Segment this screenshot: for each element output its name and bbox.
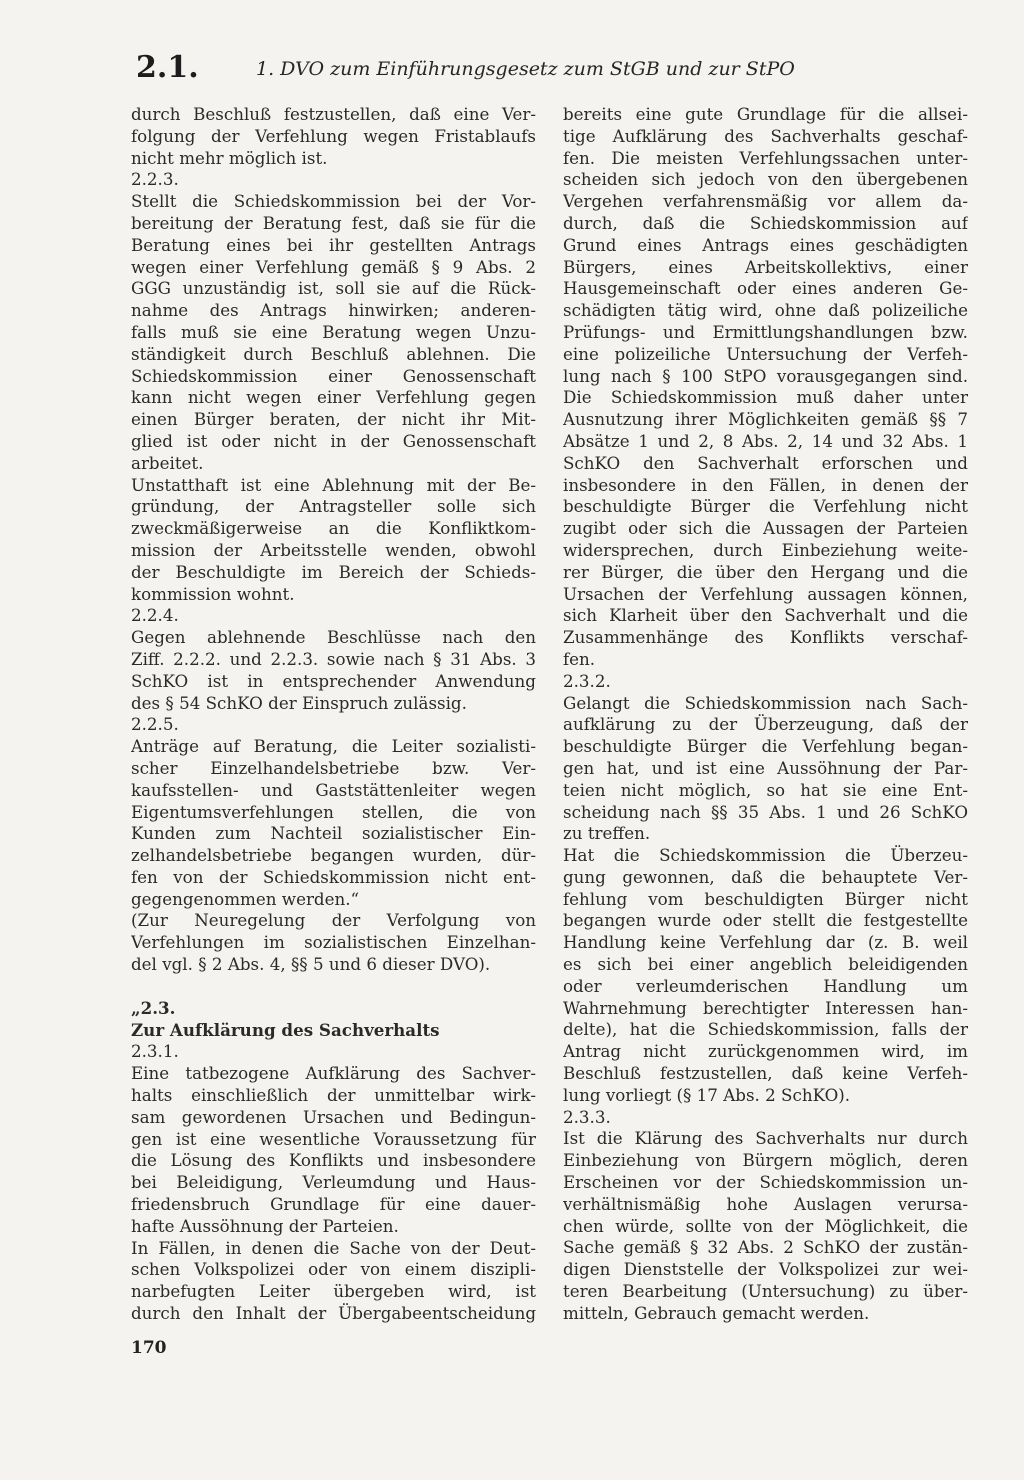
left-column-line: zelhandelsbetriebe begangen wurden, dür- bbox=[131, 845, 536, 866]
right-column-line: Ist die Klärung des Sachverhalts nur durch bbox=[563, 1128, 968, 1149]
right-column-line: Gelangt die Schiedskommission nach Sach- bbox=[563, 692, 968, 713]
left-column-line: nahme des Antrags hinwirken; anderen- bbox=[131, 300, 536, 321]
left-column-line: bei Beleidigung, Verleumdung und Haus- bbox=[131, 1172, 536, 1193]
left-column-line: In Fällen, in denen die Sache von der Deut- bbox=[131, 1237, 536, 1258]
right-column-line: Prüfungs- und Ermittlungshandlungen bzw. bbox=[563, 321, 968, 342]
right-column-line: beschuldigte Bürger die Verfehlung nicht bbox=[563, 496, 968, 517]
left-column-line: Ziff. 2.2.2. und 2.2.3. sowie nach § 31 Abs. 3 bbox=[131, 648, 536, 669]
right-column-line: gung gewonnen, daß die behauptete Ver- bbox=[563, 866, 968, 887]
left-column-line: SchKO ist in entsprechender Anwendung bbox=[131, 670, 536, 691]
right-column-line: scheidung nach §§ 35 Abs. 1 und 26 SchKO bbox=[563, 801, 968, 822]
right-column-line: beschuldigte Bürger die Verfehlung began- bbox=[563, 736, 968, 757]
right-column-line: Hausgemeinschaft oder eines anderen Ge- bbox=[563, 278, 968, 299]
left-column-line: hafte Aussöhnung der Parteien. bbox=[131, 1215, 399, 1236]
left-column-line: Schiedskommission einer Genossenschaft bbox=[131, 365, 536, 386]
right-column-line: fen. Die meisten Verfehlungssachen unter- bbox=[563, 147, 968, 168]
left-column-line: Eine tatbezogene Aufklärung des Sachver- bbox=[131, 1063, 536, 1084]
right-column-line: teren Bearbeitung (Untersuchung) zu über- bbox=[563, 1281, 968, 1302]
right-column-line: Absätze 1 und 2, 8 Abs. 2, 14 und 32 Abs. 1 bbox=[563, 430, 968, 451]
right-column-line: begangen wurde oder stellt die festgestellte bbox=[563, 910, 968, 931]
left-column-blank-line bbox=[131, 976, 536, 998]
page-header bbox=[136, 50, 936, 90]
right-column-line: Beschluß festzustellen, daß keine Verfeh- bbox=[563, 1063, 968, 1084]
left-column-line: kaufsstellen- und Gaststättenleiter wegen bbox=[131, 779, 536, 800]
right-column-line: insbesondere in den Fällen, in denen der bbox=[563, 474, 968, 495]
right-column-line: delte), hat die Schiedskommission, falls der bbox=[563, 1019, 968, 1040]
right-column-line: mitteln, Gebrauch gemacht werden. bbox=[563, 1302, 870, 1323]
left-column-line: 2.2.4. bbox=[131, 605, 179, 626]
left-column-line: bereitung der Beratung fest, daß sie für die bbox=[131, 212, 536, 233]
left-column-line: Stellt die Schiedskommission bei der Vor- bbox=[131, 191, 536, 212]
right-column-line: fen. bbox=[563, 648, 596, 669]
right-column-line: Antrag nicht zurückgenommen wird, im bbox=[563, 1041, 968, 1062]
right-column-line: SchKO den Sachverhalt erforschen und bbox=[563, 452, 968, 473]
left-column-line: 2.2.5. bbox=[131, 714, 179, 735]
left-column-line: 2.2.3. bbox=[131, 169, 179, 190]
right-column-line: chen würde, sollte von der Möglichkeit, die bbox=[563, 1215, 968, 1236]
left-column-line: ständigkeit durch Beschluß ablehnen. Die bbox=[131, 343, 536, 364]
left-column-line: arbeitet. bbox=[131, 452, 204, 473]
left-column-line: der Beschuldigte im Bereich der Schieds- bbox=[131, 561, 536, 582]
right-column-line: lung nach § 100 StPO vorausgegangen sind. bbox=[563, 365, 968, 386]
right-column-line: teien nicht möglich, so hat sie eine Ent- bbox=[563, 779, 968, 800]
left-column-line: die Lösung des Konflikts und insbesondere bbox=[131, 1150, 536, 1171]
left-column-line: (Zur Neuregelung der Verfolgung von bbox=[131, 910, 536, 931]
left-column-line: einen Bürger beraten, der nicht ihr Mit- bbox=[131, 409, 536, 430]
right-column-line: 2.3.2. bbox=[563, 670, 611, 691]
left-column-line: Beratung eines bei ihr gestellten Antrags bbox=[131, 234, 536, 255]
right-column-line: Bürgers, eines Arbeitskollektivs, einer bbox=[563, 256, 968, 277]
right-column-line: schädigten tätig wird, ohne daß polizeiliche bbox=[563, 300, 968, 321]
left-column-line: Unstatthaft ist eine Ablehnung mit der Be- bbox=[131, 474, 536, 495]
left-column-line: 2.3.1. bbox=[131, 1041, 179, 1062]
right-column-line: oder verleumderischen Handlung um bbox=[563, 975, 968, 996]
left-column-line: gründung, der Antragsteller solle sich bbox=[131, 496, 536, 517]
left-column-line: Kunden zum Nachteil sozialistischer Ein- bbox=[131, 823, 536, 844]
left-column-line: halts einschließlich der unmittelbar wirk- bbox=[131, 1085, 536, 1106]
left-column-line: Gegen ablehnende Beschlüsse nach den bbox=[131, 627, 536, 648]
right-column-line: tige Aufklärung des Sachverhalts geschaf- bbox=[563, 125, 968, 146]
running-title: 1. DVO zum Einführungsgesetz zum StGB und zur StPO bbox=[256, 58, 795, 80]
left-column-line: „2.3. bbox=[131, 997, 176, 1018]
left-column-line: glied ist oder nicht in der Genossenschaft bbox=[131, 430, 536, 451]
right-column-line: digen Dienststelle der Volkspolizei zur wei- bbox=[563, 1259, 968, 1280]
right-column-line: eine polizeiliche Untersuchung der Verfeh- bbox=[563, 343, 968, 364]
right-column-line: Einbeziehung von Bürgern möglich, deren bbox=[563, 1150, 968, 1171]
left-column-line: nicht mehr möglich ist. bbox=[131, 147, 328, 168]
right-column-line: widersprechen, durch Einbeziehung weite- bbox=[563, 539, 968, 560]
left-column-line: folgung der Verfehlung wegen Fristablaufs bbox=[131, 125, 536, 146]
right-column-line: Vergehen verfahrensmäßig vor allem da- bbox=[563, 191, 968, 212]
right-column-line: fehlung vom beschuldigten Bürger nicht bbox=[563, 888, 968, 909]
right-column-line: Ursachen der Verfehlung aussagen können, bbox=[563, 583, 968, 604]
left-column-line: Anträge auf Beratung, die Leiter sozialisti- bbox=[131, 736, 536, 757]
left-column-line: durch Beschluß festzustellen, daß eine Ver- bbox=[131, 104, 536, 124]
right-column-line: Hat die Schiedskommission die Überzeu- bbox=[563, 845, 968, 866]
left-column-line: del vgl. § 2 Abs. 4, §§ 5 und 6 dieser DVO). bbox=[131, 954, 491, 975]
right-column-line: Zusammenhänge des Konflikts verschaf- bbox=[563, 627, 968, 648]
right-column-line: durch, daß die Schiedskommission auf bbox=[563, 212, 968, 233]
right-column-line: aufklärung zu der Überzeugung, daß der bbox=[563, 714, 968, 735]
left-column-line: sam gewordenen Ursachen und Bedingun- bbox=[131, 1106, 536, 1127]
right-column-line: sich Klarheit über den Sachverhalt und die bbox=[563, 605, 968, 626]
left-column-line: GGG unzuständig ist, soll sie auf die Rück- bbox=[131, 278, 536, 299]
left-column-line: kann nicht wegen einer Verfehlung gegen bbox=[131, 387, 536, 408]
left-column-line: Verfehlungen im sozialistischen Einzelhan- bbox=[131, 932, 536, 953]
right-column-line: gen hat, und ist eine Aussöhnung der Par- bbox=[563, 757, 968, 778]
left-column-line: Eigentumsverfehlungen stellen, die von bbox=[131, 801, 536, 822]
right-column-line: Handlung keine Verfehlung dar (z. B. weil bbox=[563, 932, 968, 953]
section-number: 2.1. bbox=[136, 50, 199, 85]
right-column-line: verhältnismäßig hohe Auslagen verursa- bbox=[563, 1193, 968, 1214]
left-column-line: kommission wohnt. bbox=[131, 583, 295, 604]
right-column-line: Die Schiedskommission muß daher unter bbox=[563, 387, 968, 408]
left-column-line: falls muß sie eine Beratung wegen Unzu- bbox=[131, 321, 536, 342]
right-column-line: bereits eine gute Grundlage für die allsei- bbox=[563, 104, 968, 124]
left-column-line: scher Einzelhandelsbetriebe bzw. Ver- bbox=[131, 757, 536, 778]
left-column-line: gen ist eine wesentliche Voraussetzung für bbox=[131, 1128, 536, 1149]
page-number: 170 bbox=[131, 1338, 167, 1358]
right-column-line: zu treffen. bbox=[563, 823, 651, 844]
right-column-line: lung vorliegt (§ 17 Abs. 2 SchKO). bbox=[563, 1084, 851, 1105]
right-column-line: Sache gemäß § 32 Abs. 2 SchKO der zustän- bbox=[563, 1237, 968, 1258]
right-column-line: Grund eines Antrags eines geschädigten bbox=[563, 234, 968, 255]
right-column-line: 2.3.3. bbox=[563, 1106, 611, 1127]
right-column-line: es sich bei einer angeblich beleidigenden bbox=[563, 954, 968, 975]
right-column-line: rer Bürger, die über den Hergang und die bbox=[563, 561, 968, 582]
right-column-line: zugibt oder sich die Aussagen der Parteien bbox=[563, 518, 968, 539]
left-column-line: fen von der Schiedskommission nicht ent- bbox=[131, 866, 536, 887]
left-column-line: mission der Arbeitsstelle wenden, obwohl bbox=[131, 539, 536, 560]
right-column-line: Ausnutzung ihrer Möglichkeiten gemäß §§ 7 bbox=[563, 409, 968, 430]
right-column-line: Erscheinen vor der Schiedskommission un- bbox=[563, 1172, 968, 1193]
left-column-line: zweckmäßigerweise an die Konfliktkom- bbox=[131, 518, 536, 539]
left-column-line: Zur Aufklärung des Sachverhalts bbox=[131, 1019, 440, 1040]
right-column-line: scheiden sich jedoch von den übergebenen bbox=[563, 169, 968, 190]
right-column-line: Wahrnehmung berechtigter Interessen han- bbox=[563, 997, 968, 1018]
left-text-column bbox=[131, 104, 536, 1325]
left-column-line: narbefugten Leiter übergeben wird, ist bbox=[131, 1281, 536, 1302]
left-column-line: gegengenommen werden.“ bbox=[131, 888, 360, 909]
right-text-column bbox=[563, 104, 968, 1325]
left-column-line: wegen einer Verfehlung gemäß § 9 Abs. 2 bbox=[131, 256, 536, 277]
left-column-line: durch den Inhalt der Übergabeentscheidung bbox=[131, 1303, 536, 1324]
left-column-line: schen Volkspolizei oder von einem diszipli- bbox=[131, 1259, 536, 1280]
left-column-line: friedensbruch Grundlage für eine dauer- bbox=[131, 1194, 536, 1215]
left-column-line: des § 54 SchKO der Einspruch zulässig. bbox=[131, 692, 467, 713]
